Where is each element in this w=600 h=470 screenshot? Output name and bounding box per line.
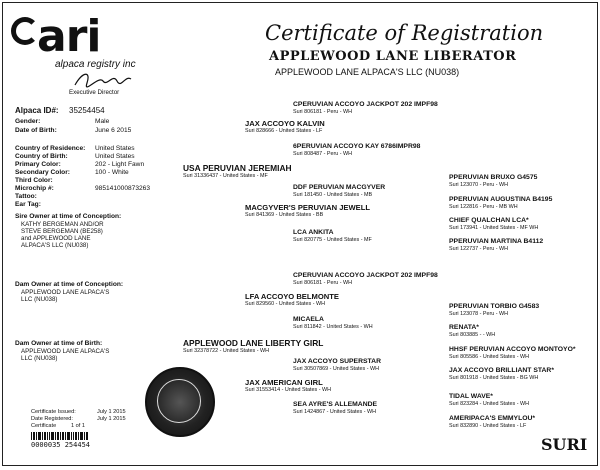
pedigree-g4-2-info: Suri 122816 - Peru - MB WH <box>449 204 518 210</box>
pedigree-dam-sire-sire-info: Suri 806181 - Peru - WH <box>293 280 353 286</box>
dam-owner-conception-label: Dam Owner at time of Conception: <box>15 281 124 288</box>
script-title: Certificate of Registration <box>265 21 544 45</box>
owner-title: APPLEWOOD LANE ALPACA'S LLC (NU038) <box>275 67 460 77</box>
pedigree-dam-dam: JAX AMERICAN GIRL <box>245 378 323 387</box>
dob-value: June 6 2015 <box>95 127 132 134</box>
pedigree-sire-info: Suri 31336437 - United States - MF <box>183 173 268 179</box>
pedigree-dam-sire-dam-info: Suri 811842 - United States - WH <box>293 324 373 330</box>
pedigree-g4-9-info: Suri 823284 - United States - WH <box>449 401 529 407</box>
pedigree-g4-4: PPERUVIAN MARTINA B4112 <box>449 238 544 245</box>
pedigree-sire-sire-sire-info: Suri 806181 - Peru - WH <box>293 109 353 115</box>
dam-owner-birth-label: Dam Owner at time of Birth: <box>15 340 103 347</box>
pedigree-g4-10: AMERIPACA'S EMMYLOU* <box>449 415 536 422</box>
pedigree-g4-10-info: Suri 832890 - United States - LF <box>449 423 527 429</box>
registered-value: July 1 2015 <box>97 416 126 422</box>
pedigree-dam-info: Suri 32378722 - United States - WH <box>183 348 269 354</box>
sire-owner-line: and APPLEWOOD LANE <box>21 235 91 242</box>
third-color-label: Third Color: <box>15 177 53 184</box>
pedigree-dam-dam-sire-info: Suri 30507869 - United States - WH <box>293 366 379 372</box>
pedigree-sire-dam-info: Suri 841369 - United States - BB <box>245 212 324 218</box>
pedigree-sire-dam-sire-info: Suri 181450 - United States - MB <box>293 192 373 198</box>
id-label: Alpaca ID#: <box>15 106 59 115</box>
dam-owner-birth-line: APPLEWOOD LANE ALPACA'S <box>21 348 110 355</box>
pedigree-sire-sire-dam-info: Suri 808487 - Peru - WH <box>293 151 353 157</box>
pedigree-dam-sire-dam: MICAELA <box>293 316 324 323</box>
pedigree-dam-dam-info: Suri 31553414 - United States - WH <box>245 387 331 393</box>
pedigree-g4-1-info: Suri 123070 - Peru - WH <box>449 182 509 188</box>
eartag-label: Ear Tag: <box>15 201 41 208</box>
registry-tagline: alpaca registry inc <box>55 59 136 70</box>
pedigree-dam-dam-dam-info: Suri 1424867 - United States - WH <box>293 409 376 415</box>
sire-owner-line: ALPACA'S LLC (NU038) <box>21 242 89 249</box>
pedigree-sire: USA PERUVIAN JEREMIAH <box>183 163 292 173</box>
barcode-text: 0000035 254454 <box>31 441 91 449</box>
pedigree-g4-9: TIDAL WAVE* <box>449 393 493 400</box>
pedigree-sire-sire-dam: 6PERUVIAN ACCOYO KAY 6786IMPR98 <box>293 143 421 150</box>
microchip-value: 985141000873263 <box>95 185 151 192</box>
registry-seal-icon <box>145 367 215 437</box>
ari-logo: ari <box>37 11 101 62</box>
sire-owner-line: STEVE BERGEMAN (BE258) <box>21 228 103 235</box>
secondary-color-label: Secondary Color: <box>15 169 70 176</box>
signature-caption: Executive Director <box>69 89 120 96</box>
dam-owner-conception-line: APPLEWOOD LANE ALPACA'S <box>21 289 110 296</box>
registered-label: Date Registered: <box>31 416 73 422</box>
secondary-color-value: 100 - White <box>95 169 129 176</box>
pedigree-g4-5-info: Suri 123078 - Peru - WH <box>449 311 509 317</box>
pedigree-g4-7-info: Suri 805586 - United States - WH <box>449 354 529 360</box>
pedigree-g4-3: CHIEF QUALCHAN LCA* <box>449 217 529 224</box>
pedigree-g4-8: JAX ACCOYO BRILLIANT STAR* <box>449 367 554 374</box>
microchip-label: Microchip #: <box>15 185 54 192</box>
pedigree-g4-8-info: Suri 801918 - United States - BG WH <box>449 375 539 381</box>
swirl-logo-icon <box>11 17 39 45</box>
sire-owner-label: Sire Owner at time of Conception: <box>15 213 122 220</box>
residence-label: Country of Residence: <box>15 145 86 152</box>
pedigree-sire-sire: JAX ACCOYO KALVIN <box>245 119 325 128</box>
barcode-icon <box>31 432 89 440</box>
pedigree-g4-6: RENATA* <box>449 324 479 331</box>
pedigree-g4-3-info: Suri 173941 - United States - MF WH <box>449 225 539 231</box>
pedigree-g4-2: PPERUVIAN AUGUSTINA B4195 <box>449 196 553 203</box>
pedigree-dam-sire-info: Suri 829560 - United States - WH <box>245 301 325 307</box>
id-value: 35254454 <box>69 106 105 115</box>
dob-label: Date of Birth: <box>15 127 57 134</box>
pedigree-dam-sire-sire: CPERUVIAN ACCOYO JACKPOT 202 IMPF98 <box>293 272 438 279</box>
signature-icon <box>73 69 133 91</box>
pedigree-g4-6-info: Suri 803885 - - WH <box>449 332 496 338</box>
birth-country-value: United States <box>95 153 135 160</box>
issued-value: July 1 2015 <box>97 409 126 415</box>
birth-country-label: Country of Birth: <box>15 153 68 160</box>
animal-name-title: APPLEWOOD LANE LIBERATOR <box>269 49 517 64</box>
certificate-count-value: 1 of 1 <box>71 423 85 429</box>
gender-value: Male <box>95 118 110 125</box>
breed-mark: SURI <box>541 435 588 454</box>
pedigree-g4-5: PPERUVIAN TORBIO G4583 <box>449 303 540 310</box>
primary-color-label: Primary Color: <box>15 161 61 168</box>
pedigree-sire-dam-dam-info: Suri 820775 - United States - MF <box>293 237 372 243</box>
issued-label: Certificate Issued: <box>31 409 76 415</box>
pedigree-dam-sire: LFA ACCOYO BELMONTE <box>245 292 339 301</box>
pedigree-dam: APPLEWOOD LANE LIBERTY GIRL <box>183 338 324 348</box>
residence-value: United States <box>95 145 135 152</box>
pedigree-sire-sire-info: Suri 828666 - United States - LF <box>245 128 323 134</box>
sire-owner-line: KATHY BERGEMAN AND/OR <box>21 221 104 228</box>
pedigree-sire-sire-sire: CPERUVIAN ACCOYO JACKPOT 202 IMPF98 <box>293 101 438 108</box>
pedigree-dam-dam-dam: SEA AYRE'S ALLEMANDE <box>293 401 378 408</box>
primary-color-value: 202 - Light Fawn <box>95 161 145 168</box>
pedigree-g4-1: PPERUVIAN BRUXO G4575 <box>449 174 538 181</box>
certificate <box>2 2 598 466</box>
dam-owner-birth-line: LLC (NU038) <box>21 355 58 362</box>
pedigree-sire-dam-dam: LCA ANKITA <box>293 229 334 236</box>
pedigree-g4-7: HHSF PERUVIAN ACCOYO MONTOYO* <box>449 346 576 353</box>
tattoo-label: Tattoo: <box>15 193 37 200</box>
pedigree-dam-dam-sire: JAX ACCOYO SUPERSTAR <box>293 358 381 365</box>
pedigree-sire-dam: MACGYVER'S PERUVIAN JEWELL <box>245 203 371 212</box>
pedigree-sire-dam-sire: DDF PERUVIAN MACGYVER <box>293 184 386 191</box>
dam-owner-conception-line: LLC (NU038) <box>21 296 58 303</box>
certificate-count-label: Certificate <box>31 423 57 429</box>
pedigree-g4-4-info: Suri 122737 - Peru - WH <box>449 246 509 252</box>
gender-label: Gender: <box>15 118 41 125</box>
